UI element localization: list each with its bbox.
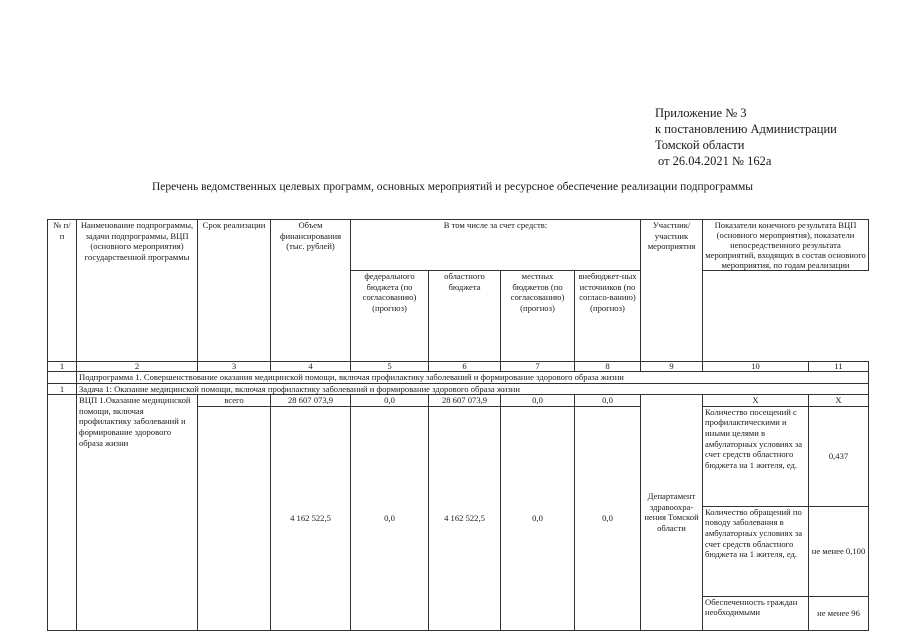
col-number: 2 [77, 362, 198, 372]
col-number: 4 [271, 362, 351, 372]
task-row: Задача 1: Оказание медицинской помощи, включая профилактику заболеваний и формирование здорового образа жизни [77, 383, 869, 395]
extra-year: 0,0 [575, 406, 641, 630]
program-table [47, 219, 869, 631]
vcp-name: ВЦП 1.Оказание медицинской помощи, включая профилактику заболеваний и формирование здорового образа жизни [77, 395, 198, 631]
header-regional: областного бюджета [429, 271, 501, 362]
federal-year: 0,0 [351, 406, 429, 630]
col-number: 11 [809, 362, 869, 372]
federal-total: 0,0 [351, 395, 429, 407]
col-number: 9 [641, 362, 703, 372]
volume-total: 28 607 073,9 [271, 395, 351, 407]
header-extra: внебюджет-ных источников (по согласо-ванию) (прогноз) [575, 271, 641, 362]
indicator-total-value: Х [809, 395, 869, 407]
subprogram-row: Подпрограмма 1. Совершенствование оказания медицинской помощи, включая профилактику заболеваний и формирование здорового образа жизни [77, 372, 869, 384]
term-year [198, 406, 271, 630]
col-number: 5 [351, 362, 429, 372]
term-total: всего [198, 395, 271, 407]
indicator-value: не менее 96 [809, 596, 869, 630]
indicator-total-name: Х [703, 395, 809, 407]
appendix-line: к постановлению Администрации [655, 122, 837, 136]
indicator-name: Обеспеченность граждан необходимыми [703, 596, 809, 630]
task-number: 1 [48, 383, 77, 395]
header-including: В том числе за счет средств: [351, 220, 641, 271]
header-name: Наименование подпрограммы, задачи подпрограммы, ВЦП (основного мероприятия) государственной программы [77, 220, 198, 362]
col-number: 6 [429, 362, 501, 372]
indicator-value: 0,437 [809, 406, 869, 506]
appendix-block [655, 105, 837, 169]
local-year: 0,0 [501, 406, 575, 630]
document-title: Перечень ведомственных целевых программ, основных мероприятий и ресурсное обеспечение реализации подпрограммы [151, 181, 754, 193]
indicator-value: не менее 0,100 [809, 506, 869, 596]
col-number: 7 [501, 362, 575, 372]
appendix-line: Приложение № 3 [655, 106, 747, 120]
header-term: Срок реализации [198, 220, 271, 362]
header-participant: Участник/ участник мероприятия [641, 220, 703, 362]
regional-total: 28 607 073,9 [429, 395, 501, 407]
extra-total: 0,0 [575, 395, 641, 407]
header-indicators: Показатели конечного результата ВЦП (основного мероприятия), показатели непосредственного результата мероприятий, входящих в состав основного мероприятия, по годам реализации [703, 220, 869, 271]
indicator-name: Количество обращений по поводу заболевания в амбулаторных условиях за счет средств областного бюджета на 1 жителя, ед. [703, 506, 809, 596]
col-number: 10 [703, 362, 809, 372]
appendix-line: Томской области [655, 138, 745, 152]
header-federal: федерального бюджета (по согласованию) (прогноз) [351, 271, 429, 362]
header-num: № п/п [48, 220, 77, 362]
col-number: 1 [48, 362, 77, 372]
volume-year: 4 162 522,5 [271, 406, 351, 630]
participant-cell: Департамент здравоохра-нения Томской области [641, 395, 703, 631]
local-total: 0,0 [501, 395, 575, 407]
col-number: 3 [198, 362, 271, 372]
col-number: 8 [575, 362, 641, 372]
indicator-name: Количество посещений с профилактическими и иными целями в амбулаторных условиях за счет средств областного бюджета на 1 жителя, ед. [703, 406, 809, 506]
header-local: местных бюджетов (по согласованию) (прогноз) [501, 271, 575, 362]
header-volume: Объем финансирования (тыс. рублей) [271, 220, 351, 362]
regional-year: 4 162 522,5 [429, 406, 501, 630]
appendix-line: от 26.04.2021 № 162а [658, 154, 772, 168]
